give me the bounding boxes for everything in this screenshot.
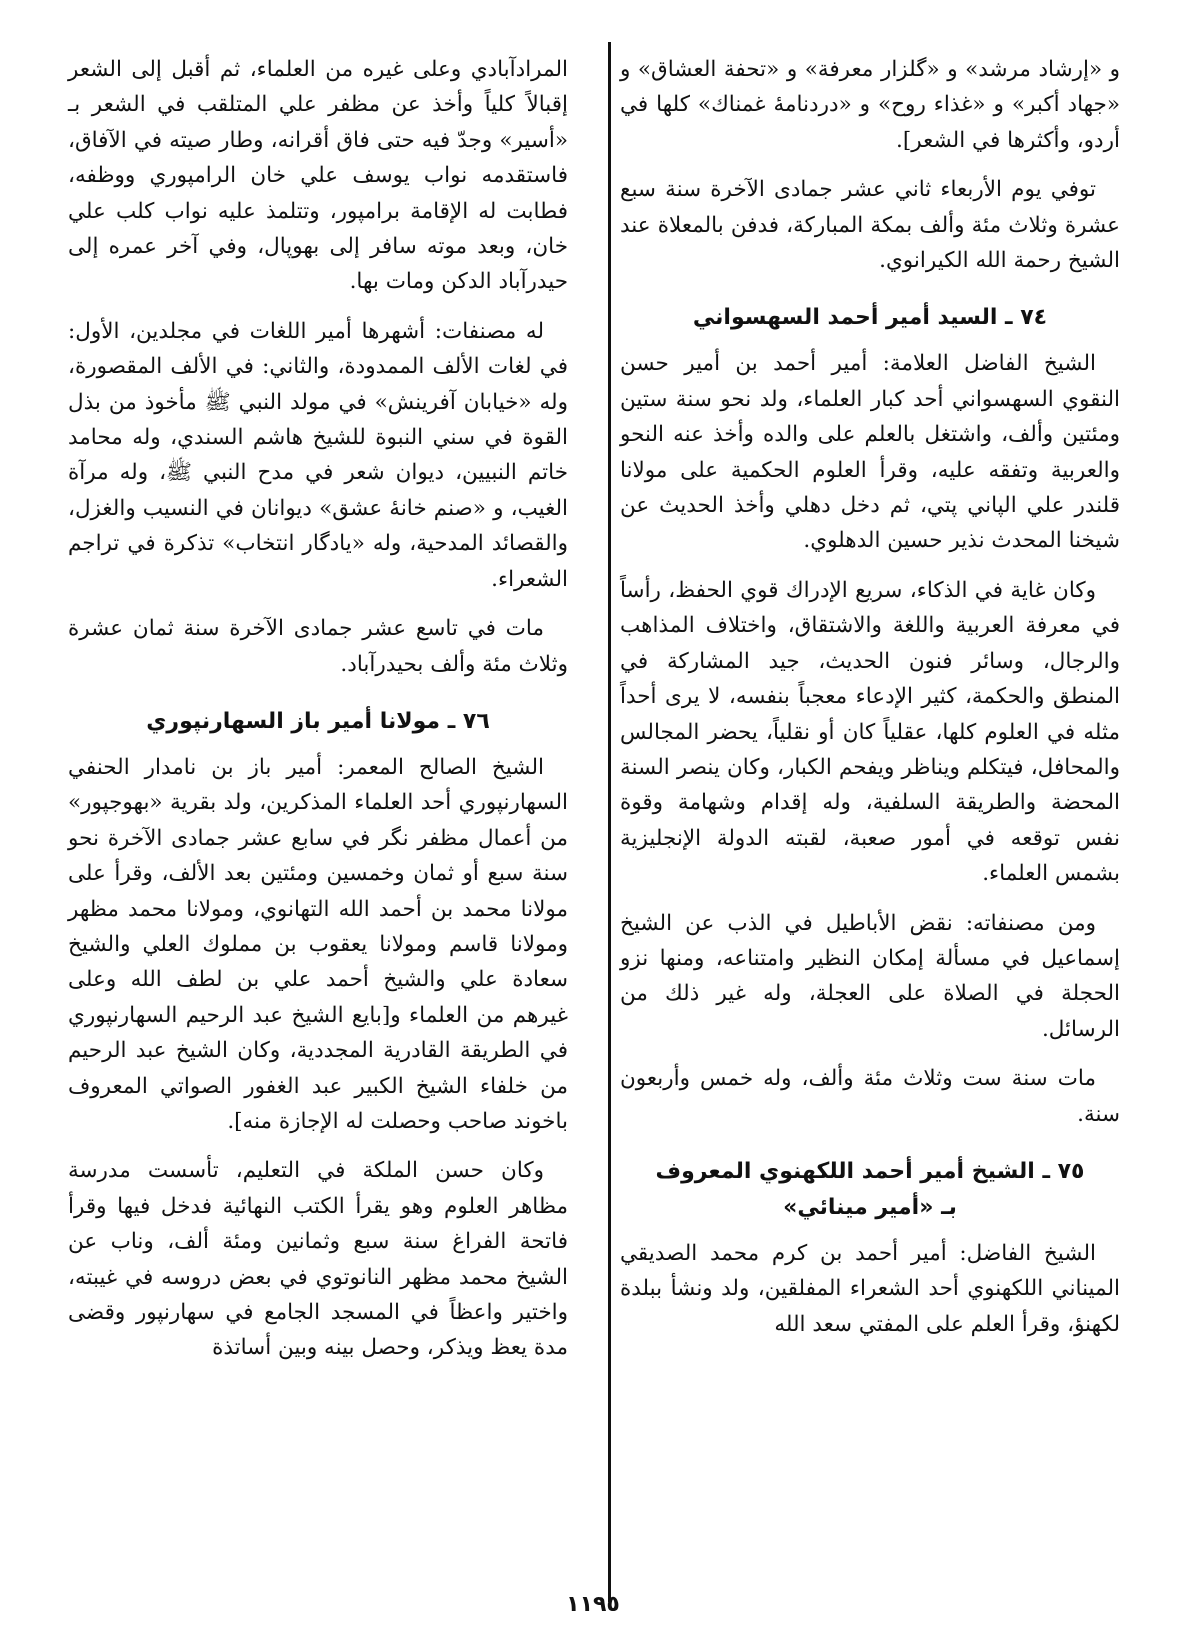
paragraph: الشيخ الفاضل: أمير أحمد بن كرم محمد الصديقي الميناني اللكهنوي أحد الشعراء المفلقين، ولد ونشأ ببلدة لكهنؤ، وقرأ العلم على المفتي سعد الله [620, 1240, 1120, 1337]
paragraph: المرادآبادي وعلى غيره من العلماء، ثم أقبل إلى الشعر إقبالاً كلياً وأخذ عن مظفر علي المتلقب في الشعر بـ «أسير» وجدّ فيه حتى فاق أقرانه، وطار صيته في الآفاق، فاستقدمه نواب يوسف علي خان الرامپوري ووظفه، فطابت له الإقامة برامپور، وتتلمذ عليه نواب كلب علي خان، وبعد موته سافر إلى بهوپال، وفي آخر عمره إلى حيدرآباد الدكن ومات بها. [68, 57, 568, 295]
paragraph: الشيخ الصالح المعمر: أمير باز بن نامدار الحنفي السهارنپوري أحد العلماء المذكرين، ولد بقرية «بهوجپور» من أعمال مظفر نگر في سابع عشر جمادى الآخرة نحو سنة سبع أو ثمان وخمسين ومئتين بعد الألف، وقرأ على مولانا محمد بن أحمد الله التهانوي، ومولانا محمد مظهر ومولانا قاسم ومولانا يعقوب بن مملوك العلي والشيخ سعادة علي والشيخ أحمد علي بن لطف الله وعلى غيرهم من العلماء و[بايع الشيخ عبد الرحيم السهارنپوري في الطريقة القادرية المجددية، وكان الشيخ عبد الرحيم من خلفاء الشيخ الكبير عبد الغفور الصواتي المعروف باخوند صاحب وحصلت له الإجازة منه]. [68, 754, 568, 1134]
paragraph: له مصنفات: أشهرها أمير اللغات في مجلدين، الأول: في لغات الألف الممدودة، والثاني: في الألف المقصورة، وله «خيابان آفرينش» في مولد النبي ﷺ مأخوذ من بذل القوة في سني النبوة للشيخ هاشم السندي، وله محامد خاتم النبيين، ديوان شعر في مدح النبي ﷺ، وله مرآة الغيب، و «صنم خانهٔ عشق» ديوانان في النسيب والغزل، والقصائد المدحية، وله «يادگار انتخاب» تذكرة في تراجم الشعراء. [68, 318, 568, 592]
column-divider [608, 42, 611, 1602]
paragraph: توفي يوم الأربعاء ثاني عشر جمادى الآخرة سنة سبع عشرة وثلاث مئة وألف بمكة المباركة، فدفن بالمعلاة عند الشيخ رحمة الله الكيرانوي. [620, 177, 1120, 274]
left-column [68, 52, 568, 1380]
heading-line: بـ «أمير مينائي» [783, 1194, 957, 1220]
paragraph: وكان غاية في الذكاء، سريع الإدراك قوي الحفظ، رأساً في معرفة العربية واللغة والاشتقاق، واختلاف المذاهب والرجال، وسائر فنون الحديث، جيد المشاركة في المنطق والحكمة، كثير الإدعاء معجباً بنفسه، لا يرى أحداً مثله في العلوم كلها، عقلياً كان أو نقلياً، يحضر المجالس والمحافل، فيتكلم ويناظر ويفحم الكبار، وكان ينصر السنة المحضة والطريقة السلفية، وله إقدام وشهامة وقوة نفس توقعه في أمور صعبة، لقبته الدولة الإنجليزية بشمس العلماء. [620, 577, 1120, 887]
paragraph: مات في تاسع عشر جمادى الآخرة سنة ثمان عشرة وثلاث مئة وألف بحيدرآباد. [68, 616, 568, 677]
right-column [620, 52, 1120, 1356]
section-heading-75 [620, 1154, 1120, 1226]
paragraph: وكان حسن الملكة في التعليم، تأسست مدرسة مظاهر العلوم وهو يقرأ الكتب النهائية فدخل فيها وقرأ فاتحة الفراغ سنة سبع وثمانين ومئة ألف، وناب عن الشيخ محمد مظهر النانوتوي في بعض دروسه في غيبته، واختير واعظاً في المسجد الجامع في سهارنپور وقضى مدة يعظ ويذكر، وحصل بينه وبين أساتذة [68, 1158, 568, 1361]
paragraph: مات سنة ست وثلاث مئة وألف، وله خمس وأربعون سنة. [620, 1066, 1120, 1127]
section-heading-76: ٧٦ ـ مولانا أمير باز السهارنپوري [146, 708, 490, 734]
paragraph: و «إرشاد مرشد» و «گلزار معرفة» و «تحفة العشاق» و «جهاد أكبر» و «غذاء روح» و «دردنامهٔ غمناك» كلها في أردو، وأكثرها في الشعر]. [620, 57, 1120, 153]
paragraph: الشيخ الفاضل العلامة: أمير أحمد بن أمير حسن النقوي السهسواني أحد كبار العلماء، ولد نحو سنة ستين ومئتين وألف، واشتغل بالعلم على والده وأخذ عنه النحو والعربية وتفقه عليه، وقرأ العلوم الحكمية على مولانا قلندر علي الپاني پتي، ثم دخل دهلي وأخذ الحديث عن شيخنا المحدث نذير حسين الدهلوي. [620, 351, 1120, 554]
heading-line: ٧٥ ـ الشيخ أمير أحمد اللكهنوي المعروف [655, 1158, 1085, 1184]
page-number: ١١٩٥ [566, 1592, 620, 1617]
paragraph: ومن مصنفاته: نقض الأباطيل في الذب عن الشيخ إسماعيل في مسألة إمكان النظير وامتناعه، ومنها نزو الحجلة في الصلاة على العجلة، وله غير ذلك من الرسائل. [620, 910, 1120, 1042]
section-heading-74: ٧٤ ـ السيد أمير أحمد السهسواني [692, 305, 1048, 331]
